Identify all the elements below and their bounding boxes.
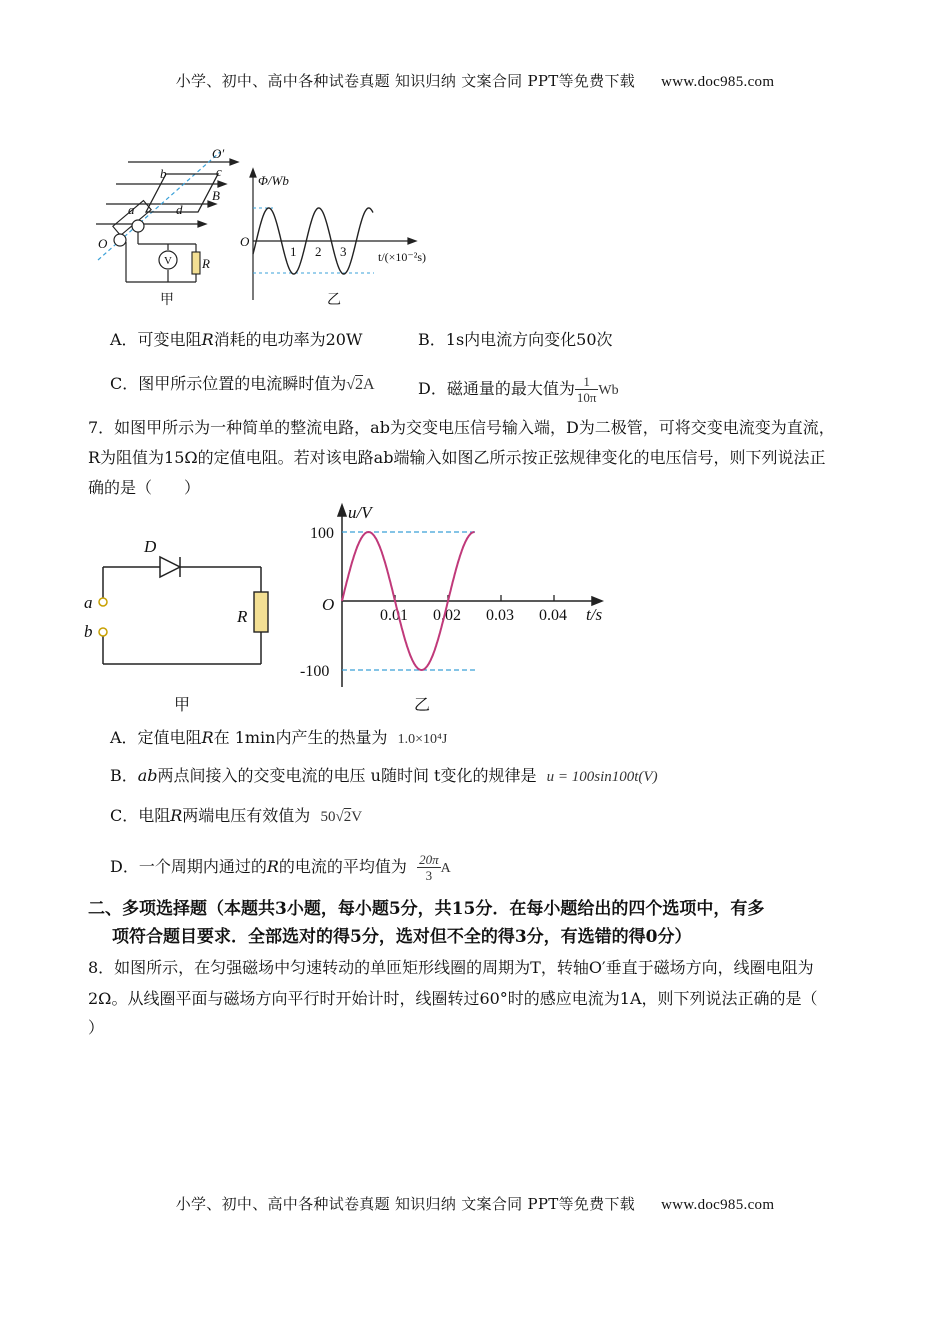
y-tick-label-0: 100 — [310, 525, 334, 542]
chart-origin-label: O — [322, 595, 335, 614]
q7-stem-line1: 7．如图甲所示为一种简单的整流电路，ab为交变电压信号输入端，D为二极管，可将交变电流变为直流， — [88, 418, 835, 437]
q6-option-b: B．1s内电流方向变化50次 — [418, 330, 613, 349]
x-tick-label-2: 0.03 — [486, 607, 514, 624]
q6-option-a: A．可变电阻R消耗的电功率为20W — [110, 330, 363, 349]
q7-rectifier-circuit — [80, 530, 280, 720]
q6-option-d: D．磁通量的最大值为 $\frac{1}{10\pi}$ Wb — [418, 374, 619, 405]
fig6-label-B: B — [212, 188, 220, 203]
fig6-generator-diagram — [88, 142, 248, 312]
fig6-voltmeter-label: V — [164, 255, 172, 267]
fig6-label-O-prime: O′ — [212, 146, 225, 161]
fig6-graph-origin: O — [240, 234, 250, 249]
q7-label-D: D — [144, 537, 157, 556]
footer-url: www.doc985.com — [661, 1197, 775, 1213]
q8-stem-line2: 2Ω。从线圈平面与磁场方向平行时开始计时，线圈转过60°时的感应电流为1A，则下列说法正确的是（ — [88, 989, 818, 1008]
q6-option-c: C．图甲所示位置的电流瞬时值为√2A — [110, 374, 375, 393]
q7-option-a: A．定值电阻R在 1min内产生的热量为 1.0×10⁴J — [110, 728, 448, 747]
x-tick-label-0: 0.01 — [380, 607, 408, 624]
x-tick-label-1: 0.02 — [433, 607, 461, 624]
page-footer — [0, 1193, 950, 1214]
chart-x-label: t/s — [586, 605, 603, 624]
q7-label-a: a — [84, 593, 93, 612]
fig6-label-right: 乙 — [327, 292, 341, 308]
fig6-graph-t3: 3 — [340, 244, 347, 259]
q7-fig-left-label: 甲 — [174, 697, 191, 714]
q7-option-c: C．电阻R两端电压有效值为 50√2V — [110, 806, 363, 825]
diode-symbol — [160, 557, 180, 577]
y-tick-label-1: -100 — [300, 663, 330, 680]
section2-heading-line1: 二、多项选择题（本题共3小题，每小题5分，共15分．在每小题给出的四个选项中，有多 — [88, 899, 765, 919]
fig6-label-d: d — [176, 202, 183, 217]
fig6-label-O: O — [98, 236, 108, 251]
q8-stem-line1: 8．如图所示，在匀强磁场中匀速转动的单匝矩形线圈的周期为T，转轴O′垂直于磁场方向，线圈电阻为 — [88, 958, 814, 977]
q7-stem-line2: R为阻值为15Ω的定值电阻。若对该电路ab端输入如图乙所示按正弦规律变化的电压信号，则下列说法正 — [88, 448, 826, 467]
fig6-flux-graph — [238, 165, 448, 310]
fig6-graph-y-label: Φ/Wb — [258, 173, 289, 188]
q7-label-R: R — [237, 607, 248, 626]
page-header — [0, 70, 950, 91]
q8-stem-line3: ） — [88, 1018, 105, 1037]
fig6-label-left: 甲 — [160, 293, 174, 308]
fig6-label-a: a — [128, 202, 135, 217]
fig6-graph-t2: 2 — [315, 244, 322, 259]
fig6-graph-t1: 1 — [290, 244, 297, 259]
chart-y-label: u/V — [348, 503, 372, 522]
footer-text: 小学、初中、高中各种试卷真题 知识归纳 文案合同 PPT等免费下载 — [175, 1195, 636, 1213]
q7-stem-line3: 确的是（ ） — [88, 478, 201, 497]
fig6-label-R: R — [202, 256, 210, 271]
q7-voltage-chart — [296, 500, 616, 725]
q7-option-b: B．ab两点间接入的交变电流的电压 u随时间 t变化的规律是 u = 100sin100t(V) — [110, 766, 658, 785]
section2-heading-line2: 项符合题目要求．全部选对的得5分，选对但不全的得3分，有选错的得0分） — [112, 927, 692, 947]
header-url: www.doc985.com — [661, 74, 775, 90]
header-text: 小学、初中、高中各种试卷真题 知识归纳 文案合同 PPT等免费下载 — [175, 72, 636, 90]
fig6-graph-x-label: t/(×10⁻²s) — [378, 250, 427, 264]
fig6-label-c: c — [216, 164, 222, 179]
q7-option-d: D．一个周期内通过的R的电流的平均值为 $\frac{20\pi}{3}$ A — [110, 852, 451, 883]
fig6-label-b: b — [160, 166, 167, 181]
q7-label-b: b — [84, 622, 93, 641]
chart-caption: 乙 — [414, 697, 431, 714]
resistor-symbol — [254, 592, 268, 632]
x-tick-label-3: 0.04 — [539, 607, 567, 624]
